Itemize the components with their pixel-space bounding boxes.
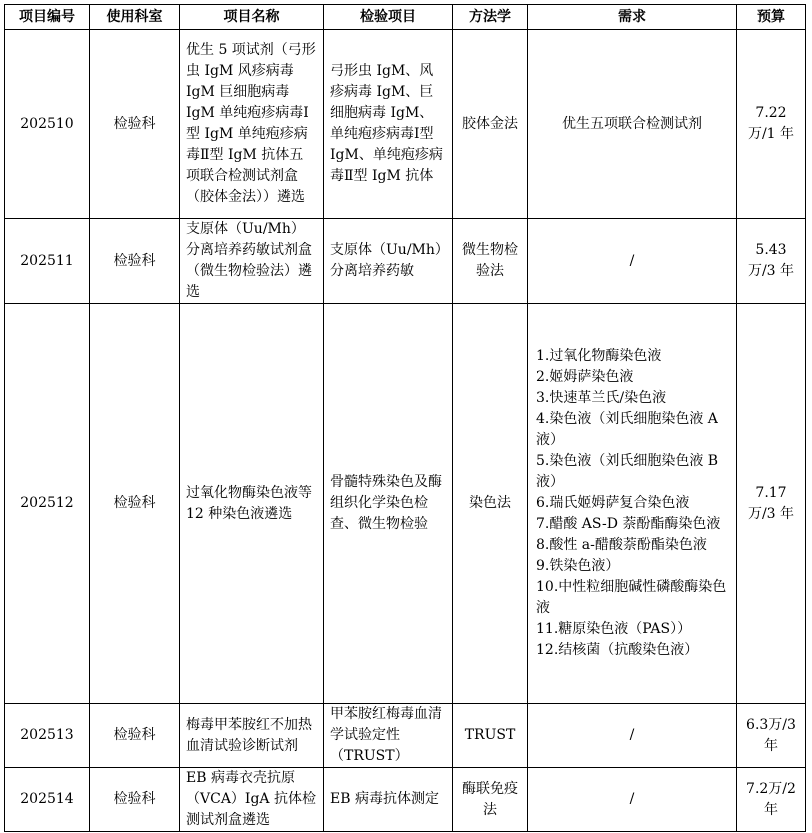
requirement-list-item: 5.染色液（刘氏细胞染色液 B 液） xyxy=(536,453,719,490)
requirement-cell: / xyxy=(528,768,737,832)
test-item-cell: 骨髓特殊染色及酶组织化学染色检查、微生物检验 xyxy=(324,304,453,704)
requirement-list-item: 1.过氧化物酶染色液 xyxy=(536,348,662,364)
project-name-cell: 优生 5 项试剂（弓形虫 IgM 风疹病毒 IgM 巨细胞病毒 IgM 单纯疱疹病毒Ⅰ型 IgM 单纯疱疹病毒Ⅱ型 IgM 抗体五项联合检测试剂盒（胶体金法））遴选 xyxy=(180,30,324,219)
table-row xyxy=(5,219,806,304)
requirement-list-cell xyxy=(528,304,737,704)
requirement-list-item: 8.酸性 a-醋酸萘酚酯染色液 xyxy=(536,537,707,553)
requirement-cell: / xyxy=(528,219,737,304)
department-cell: 检验科 xyxy=(90,304,180,704)
requirement-list-item: 12.结核菌（抗酸染色液） xyxy=(536,642,699,658)
department-cell: 检验科 xyxy=(90,30,180,219)
requirement-cell: / xyxy=(528,704,737,768)
department-cell: 检验科 xyxy=(90,768,180,832)
table-row xyxy=(5,304,806,704)
table-row xyxy=(5,704,806,768)
header-test-item: 检验项目 xyxy=(324,5,453,30)
header-requirement: 需求 xyxy=(528,5,737,30)
method-cell: 酶联免疫法 xyxy=(453,768,528,832)
project-id-cell: 202510 xyxy=(5,30,90,219)
budget-cell: 7.22 万/1 年 xyxy=(737,30,806,219)
requirement-list-item: 4.染色液（刘氏细胞染色液 A 液） xyxy=(536,411,718,448)
requirement-cell: 优生五项联合检测试剂 xyxy=(528,30,737,219)
requirement-list-item: 2.姬姆萨染色液 xyxy=(536,369,634,385)
header-budget: 预算 xyxy=(737,5,806,30)
project-id-cell: 202512 xyxy=(5,304,90,704)
header-method: 方法学 xyxy=(453,5,528,30)
department-cell: 检验科 xyxy=(90,219,180,304)
procurement-table xyxy=(4,4,806,832)
requirement-list-item: 10.中性粒细胞碱性磷酸酶染色液 xyxy=(536,579,727,616)
project-id-cell: 202513 xyxy=(5,704,90,768)
method-cell: 胶体金法 xyxy=(453,30,528,219)
test-item-cell: 支原体（Uu/Mh）分离培养药敏 xyxy=(324,219,453,304)
method-cell: 微生物检验法 xyxy=(453,219,528,304)
project-id-cell: 202511 xyxy=(5,219,90,304)
requirement-list-item: 11.糖原染色液（PAS）） xyxy=(536,621,692,637)
requirement-list-item: 9.铁染色液） xyxy=(536,558,620,574)
header-project-name: 项目名称 xyxy=(180,5,324,30)
department-cell: 检验科 xyxy=(90,704,180,768)
header-project-id: 项目编号 xyxy=(5,5,90,30)
requirement-list-item: 3.快速革兰氏/染色液 xyxy=(536,390,667,406)
table-row xyxy=(5,768,806,832)
header-row xyxy=(5,5,806,30)
table-row xyxy=(5,30,806,219)
budget-cell: 7.17 万/3 年 xyxy=(737,304,806,704)
project-name-cell: EB 病毒衣壳抗原（VCA）IgA 抗体检测试剂盒遴选 xyxy=(180,768,324,832)
budget-cell: 7.2万/2年 xyxy=(737,768,806,832)
project-id-cell: 202514 xyxy=(5,768,90,832)
budget-cell: 6.3万/3年 xyxy=(737,704,806,768)
method-cell: TRUST xyxy=(453,704,528,768)
project-name-cell: 过氧化物酶染色液等 12 种染色液遴选 xyxy=(180,304,324,704)
requirement-list-item: 7.醋酸 AS-D 萘酚酯酶染色液 xyxy=(536,516,721,532)
test-item-cell: 弓形虫 IgM、风疹病毒 IgM、巨细胞病毒 IgM、单纯疱疹病毒Ⅰ型 IgM、单纯疱疹病毒Ⅱ型 IgM 抗体 xyxy=(324,30,453,219)
test-item-cell: EB 病毒抗体测定 xyxy=(324,768,453,832)
budget-cell: 5.43 万/3 年 xyxy=(737,219,806,304)
project-name-cell: 支原体（Uu/Mh）分离培养药敏试剂盒（微生物检验法）遴选 xyxy=(180,219,324,304)
requirement-list-item: 6.瑞氏姬姆萨复合染色液 xyxy=(536,495,690,511)
test-item-cell: 甲苯胺红梅毒血清学试验定性（TRUST） xyxy=(324,704,453,768)
method-cell: 染色法 xyxy=(453,304,528,704)
header-department: 使用科室 xyxy=(90,5,180,30)
project-name-cell: 梅毒甲苯胺红不加热血清试验诊断试剂 xyxy=(180,704,324,768)
